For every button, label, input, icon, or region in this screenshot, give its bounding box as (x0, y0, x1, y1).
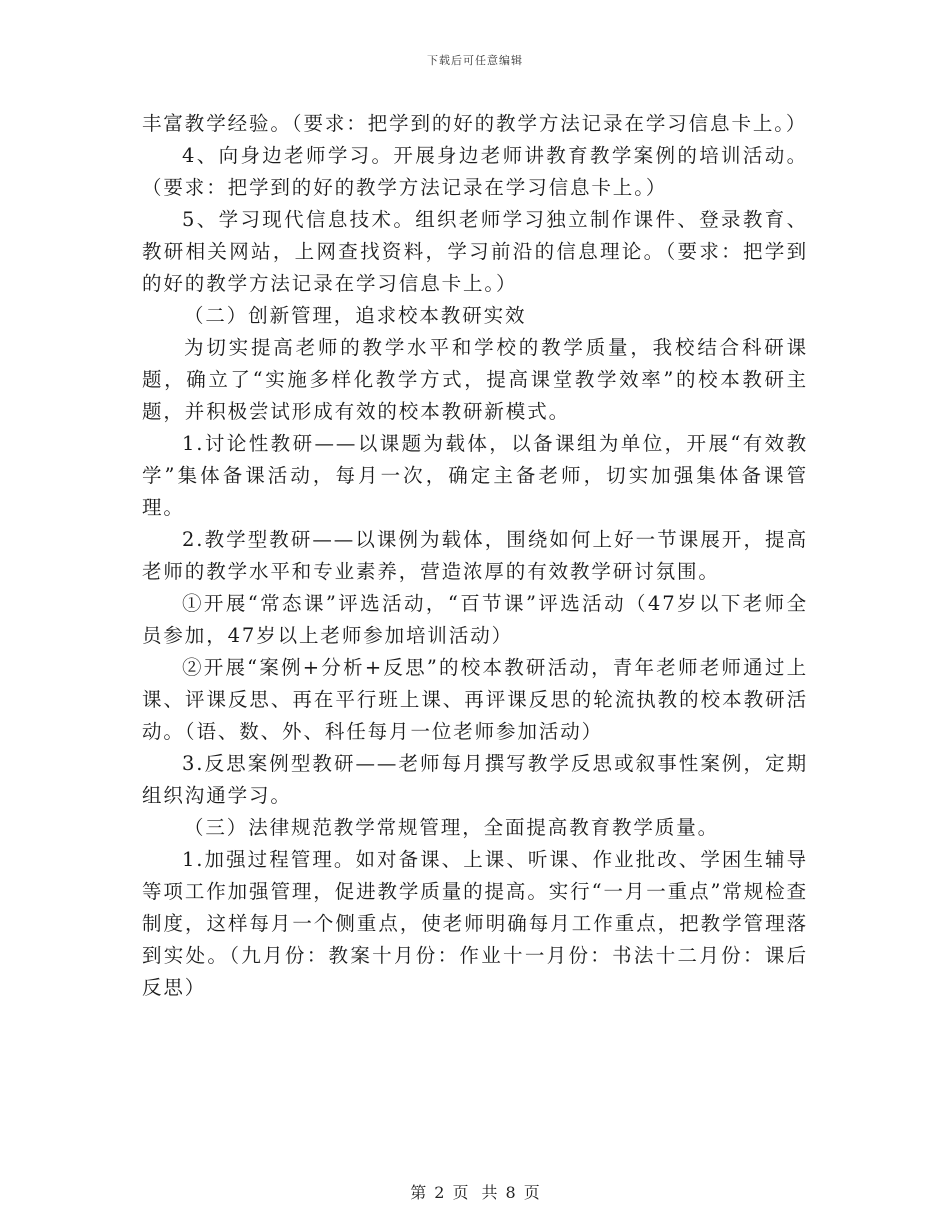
footer-prefix: 第 (410, 1183, 427, 1202)
section-heading-3: （三）法律规范教学常规管理，全面提高教育教学质量。 (184, 816, 720, 839)
paragraph-subitem-2: ②开展“案例+分析+反思”的校本教研活动，青年老师老师通过上课、评课反思、再在平行班上课、再评课反思的轮流执教的校本教研活动。（语、数、外、科任每月一位老师参加活动） (142, 656, 808, 743)
footer-page-number: 2 (434, 1183, 445, 1202)
paragraph-intro: 为切实提高老师的教学水平和学校的教学质量，我校结合科研课题，确立了“实施多样化教学方式，提高课堂教学效率”的校本教研主题，并积极尝试形成有效的校本教研新模式。 (142, 336, 808, 423)
footer-total-pages: 8 (505, 1183, 516, 1202)
paragraph-item-4: 4、向身边老师学习。开展身边老师讲教育教学案例的培训活动。（要求：把学到的好的教学方法记录在学习信息卡上。） (142, 144, 808, 199)
paragraph-item-1: 1.讨论性教研——以课题为载体，以备课组为单位，开展“有效教学”集体备课活动，每月一次，确定主备老师，切实加强集体备课管理。 (142, 432, 808, 519)
paragraph-item-5: 5、学习现代信息技术。组织老师学习独立制作课件、登录教育、教研相关网站，上网查找资料，学习前沿的信息理论。（要求：把学到的好的教学方法记录在学习信息卡上。） (142, 208, 808, 295)
paragraph-item-2: 2.教学型教研——以课例为载体，围绕如何上好一节课展开，提高老师的教学水平和专业素养，营造浓厚的有效教学研讨氛围。 (142, 528, 808, 583)
section-heading-2: （二）创新管理，追求校本教研实效 (184, 304, 527, 327)
page-footer (0, 1180, 950, 1203)
paragraph-process-management: 1.加强过程管理。如对备课、上课、听课、作业批改、学困生辅导等项工作加强管理，促进教学质量的提高。实行“一月一重点”常规检查制度，这样每月一个侧重点，使老师明确每月工作重点，把教学管理落到实处。（九月份：教案十月份：作业十一月份：书法十二月份：课后反思） (142, 848, 808, 999)
paragraph-item-3: 3.反思案例型教研——老师每月撰写教学反思或叙事性案例，定期组织沟通学习。 (142, 752, 808, 807)
footer-middle: 页 共 (452, 1183, 498, 1202)
document-body (142, 108, 808, 1004)
paragraph-subitem-1: ①开展“常态课”评选活动，“百节课”评选活动（47岁以下老师全员参加，47岁以上老师参加培训活动） (142, 592, 808, 647)
paragraph-continuation: 丰富教学经验。（要求：把学到的好的教学方法记录在学习信息卡上。） (142, 112, 808, 135)
page-header: 下载后可任意编辑 (427, 54, 523, 67)
footer-suffix: 页 (523, 1183, 540, 1202)
